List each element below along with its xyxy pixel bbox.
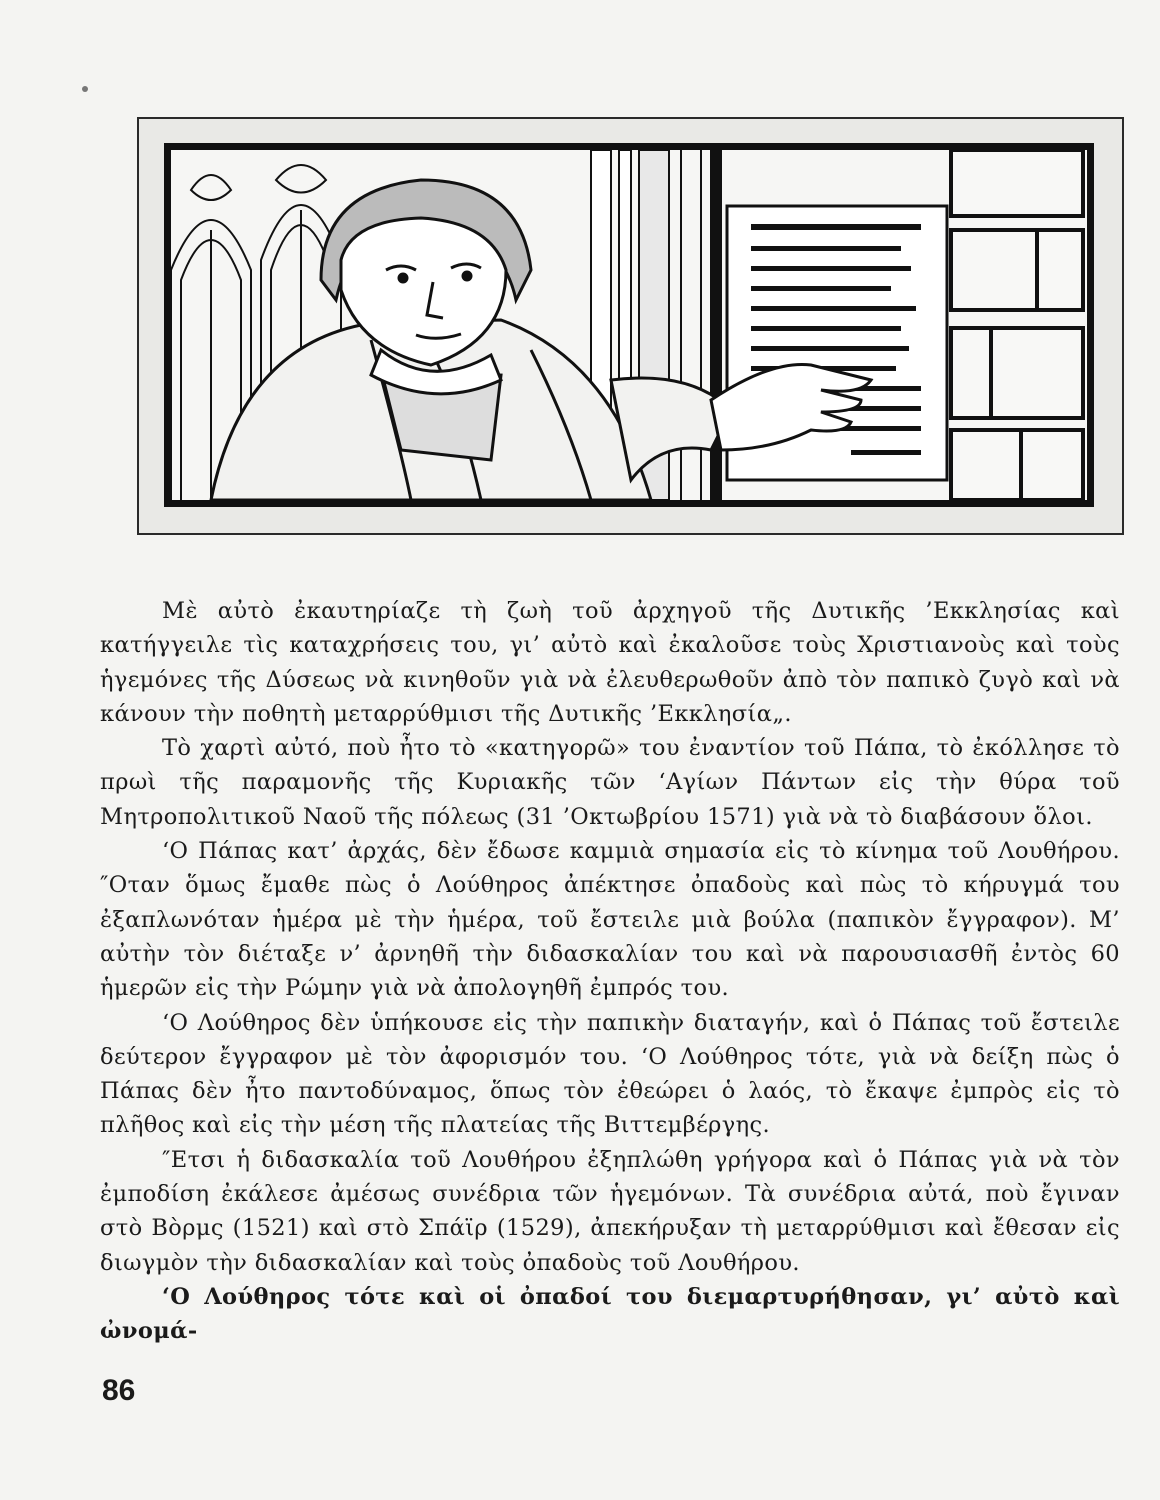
luther-portrait-illustration	[171, 150, 1087, 500]
paragraph-6: ‘Ο Λούθηρος τότε καὶ οἱ ὀπαδοί του διεμαρτυρήθησαν, γι’ αὐτὸ καὶ ὠνομά-	[100, 1283, 1120, 1345]
page-number: 86	[102, 1374, 136, 1407]
illustration	[164, 143, 1094, 507]
paragraph-2: Τὸ χαρτὶ αὐτό, ποὺ ἦτο τὸ «κατηγορῶ» του ἐναντίον τοῦ Πάπα, τὸ ἐκόλλησε τὸ πρωὶ τῆς παραμονῆς τῆς Κυριακῆς τῶν ‘Αγίων Πάντων εἰς τὴν θύρα τοῦ Μητροπολιτικοῦ Ναοῦ τῆς πόλεως (31 ’Οκτωβρίου 1571) γιὰ νὰ τὸ διαβάσουν ὅλοι.	[100, 735, 1120, 830]
paragraph-1: Μὲ αὐτὸ ἐκαυτηρίαζε τὴ ζωὴ τοῦ ἀρχηγοῦ τῆς Δυτικῆς ’Εκκλησίας καὶ κατήγγειλε τὶς καταχρήσεις του, γι’ αὐτὸ καὶ ἐκαλοῦσε τοὺς Χριστιανοὺς καὶ τοὺς ἡγεμόνες τῆς Δύσεως νὰ κινηθοῦν γιὰ νὰ ἐλευθερωθοῦν ἀπὸ τὸν παπικὸ ζυγὸ καὶ νὰ κάνουν τὴν ποθητὴ μεταρρύθμισι τῆς Δυτικῆς ’Εκκλησία„.	[100, 598, 1120, 727]
paragraph-5: ″Ετσι ἡ διδασκαλία τοῦ Λουθήρου ἐξηπλώθη γρήγορα καὶ ὁ Πάπας γιὰ νὰ τὸν ἐμποδίση ἐκάλεσε ἀμέσως συνέδρια τῶν ἡγεμόνων. Τὰ συνέδρια αὐτά, ποὺ ἔγιναν στὸ Βὸρμς (1521) καὶ στὸ Σπάϊρ (1529), ἀπεκήρυξαν τὴ μεταρρύθμισι καὶ ἔθεσαν εἰς διωγμὸν τὴν διδασκαλίαν καὶ τοὺς ὀπαδοὺς τοῦ Λουθήρου.	[100, 1146, 1120, 1276]
paragraph-4: ‘Ο Λούθηρος δὲν ὑπήκουσε εἰς τὴν παπικὴν διαταγήν, καὶ ὁ Πάπας τοῦ ἔστειλε δεύτερον ἔγγραφον μὲ τὸν ἀφορισμόν του. ‘Ο Λούθηρος τότε, γιὰ νὰ δείξη πὼς ὁ Πάπας δὲν ἦτο παντοδύναμος, ὅπως τὸν ἐθεώρει ὁ λαός, τὸ ἔκαψε ἐμπρὸς εἰς τὸ πλῆθος καὶ εἰς τὴν μέση τῆς πλατείας τῆς Βιττεμβέργης.	[100, 1009, 1120, 1139]
body-text	[100, 594, 1120, 1349]
stone-wall-icon	[951, 150, 1083, 500]
paragraph-3: ‘Ο Πάπας κατ’ ἀρχάς, δὲν ἔδωσε καμμιὰ σημασία εἰς τὸ κίνημα τοῦ Λουθήρου. ″Οταν ὅμως ἔμαθε πὼς ὁ Λούθηρος ἀπέκτησε ὀπαδοὺς καὶ πὼς τὸ κήρυγμά του ἐξαπλωνόταν ἡμέρα μὲ τὴν ἡμέρα, τοῦ ἔστειλε μιὰ βούλα (παπικὸν ἔγγραφον). Μ’ αὐτὴν τὸν διέταξε ν’ ἀρνηθῆ τὴν διδασκαλίαν του καὶ νὰ παρουσιασθῆ ἐντὸς 60 ἡμερῶν εἰς τὴν Ρώμην γιὰ νὰ ἀπολογηθῆ ἐμπρός του.	[100, 838, 1120, 1002]
scan-speck	[82, 86, 88, 92]
